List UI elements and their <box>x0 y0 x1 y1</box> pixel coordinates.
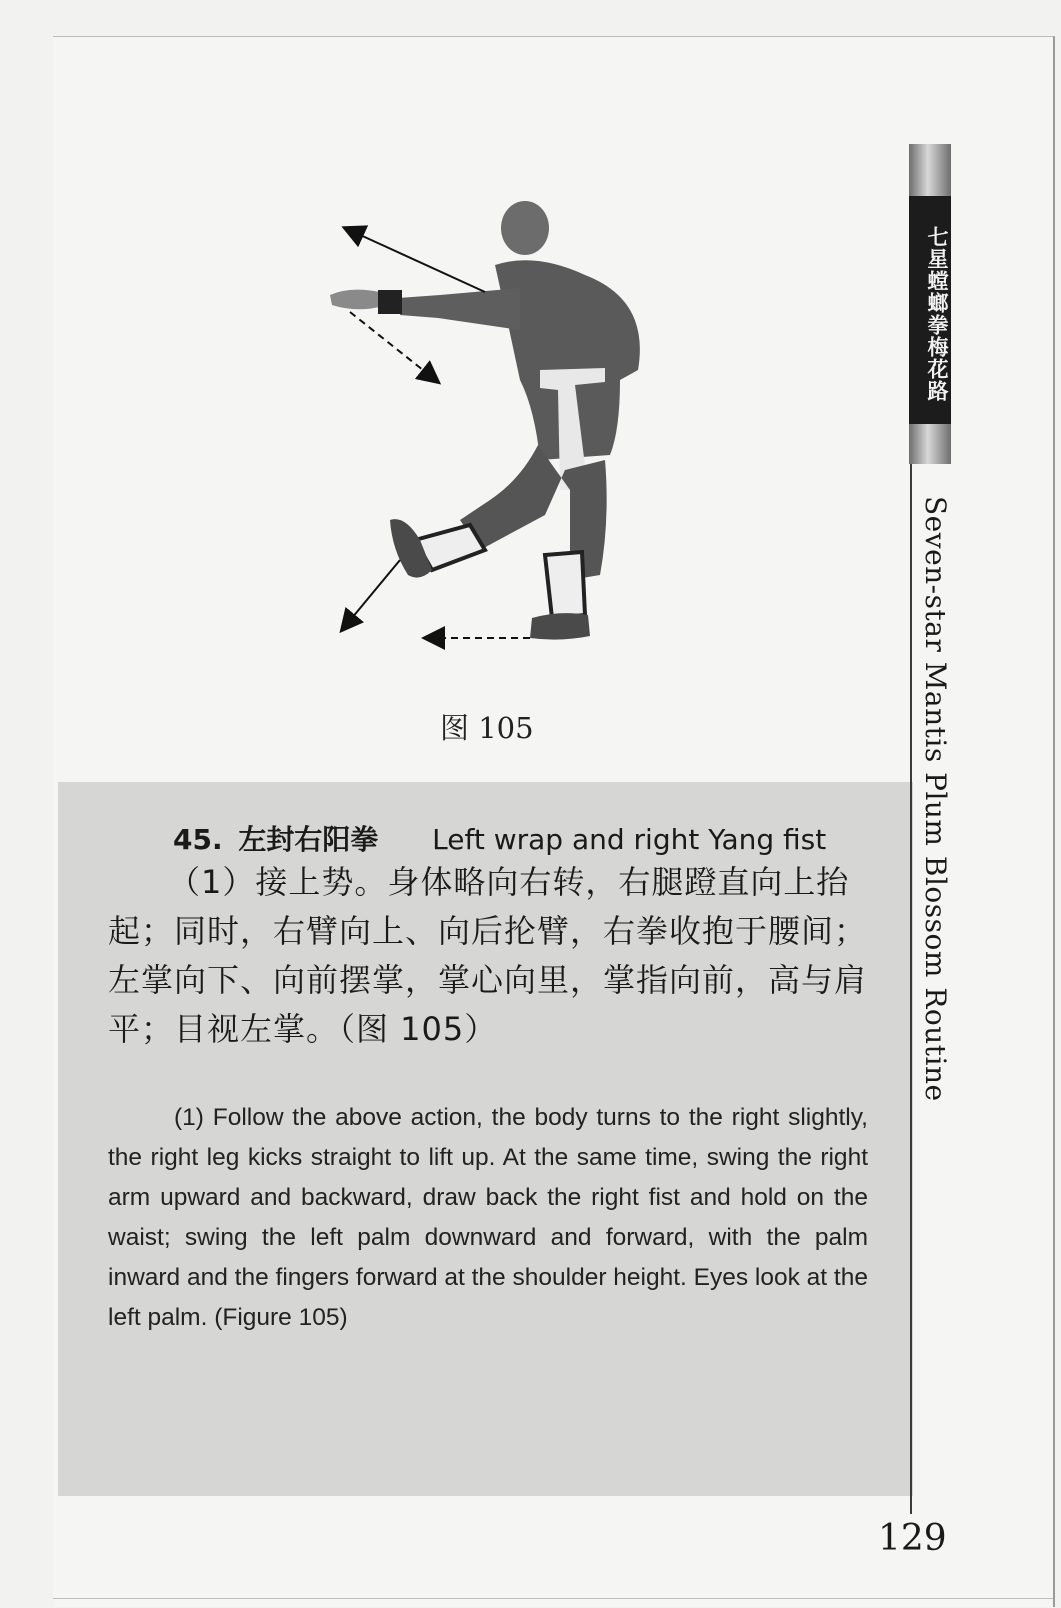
figure-illustration <box>320 190 670 670</box>
section-number: 45. <box>173 823 223 856</box>
bottom-rule <box>53 1598 1053 1599</box>
head-shape <box>501 201 549 255</box>
side-running-title: Seven-star Mantis Plum Blossom Routine <box>919 496 952 1102</box>
side-tab-cap-bottom <box>909 424 951 464</box>
figure-drawing <box>320 190 670 670</box>
paragraph-english: (1) Follow the above action, the body turns to the right slightly, the right leg kicks straight to lift up. At the same time, swing the right arm upward and backward, draw back the right fist and hold on the waist; swing the left palm downward and forward, with the palm inward and the fingers forward at the shoulder height. Eyes look at the left palm. (Figure 105) <box>108 1104 868 1331</box>
left-arm-shape <box>398 288 520 330</box>
standing-leg-wraps <box>545 552 585 618</box>
leg-arrow <box>342 560 400 630</box>
page-number: 129 <box>878 1518 947 1559</box>
wrist-band <box>378 290 402 314</box>
figure-caption: 图 105 <box>440 711 534 745</box>
chapter-side-tab <box>909 144 951 464</box>
section-title-zh: 左封右阳拳 <box>238 823 379 856</box>
section-heading <box>173 818 893 858</box>
trousers-shape <box>460 445 607 580</box>
standing-shoe <box>530 613 590 640</box>
palm-dashed-arrow <box>350 312 438 382</box>
side-tab-label: 七星螳螂拳梅花路 <box>925 226 949 402</box>
upper-arrow <box>345 228 485 292</box>
side-tab-cap-top <box>909 144 951 196</box>
section-title-en: Left wrap and right Yang fist <box>432 823 827 856</box>
paragraph-chinese: （1）接上势。身体略向右转，右腿蹬直向上抬起；同时，右臂向上、向后抡臂，右拳收抱于腰间；左掌向下、向前摆掌，掌心向里，掌指向前，高与肩平；目视左掌。（图 105） <box>108 863 868 1048</box>
